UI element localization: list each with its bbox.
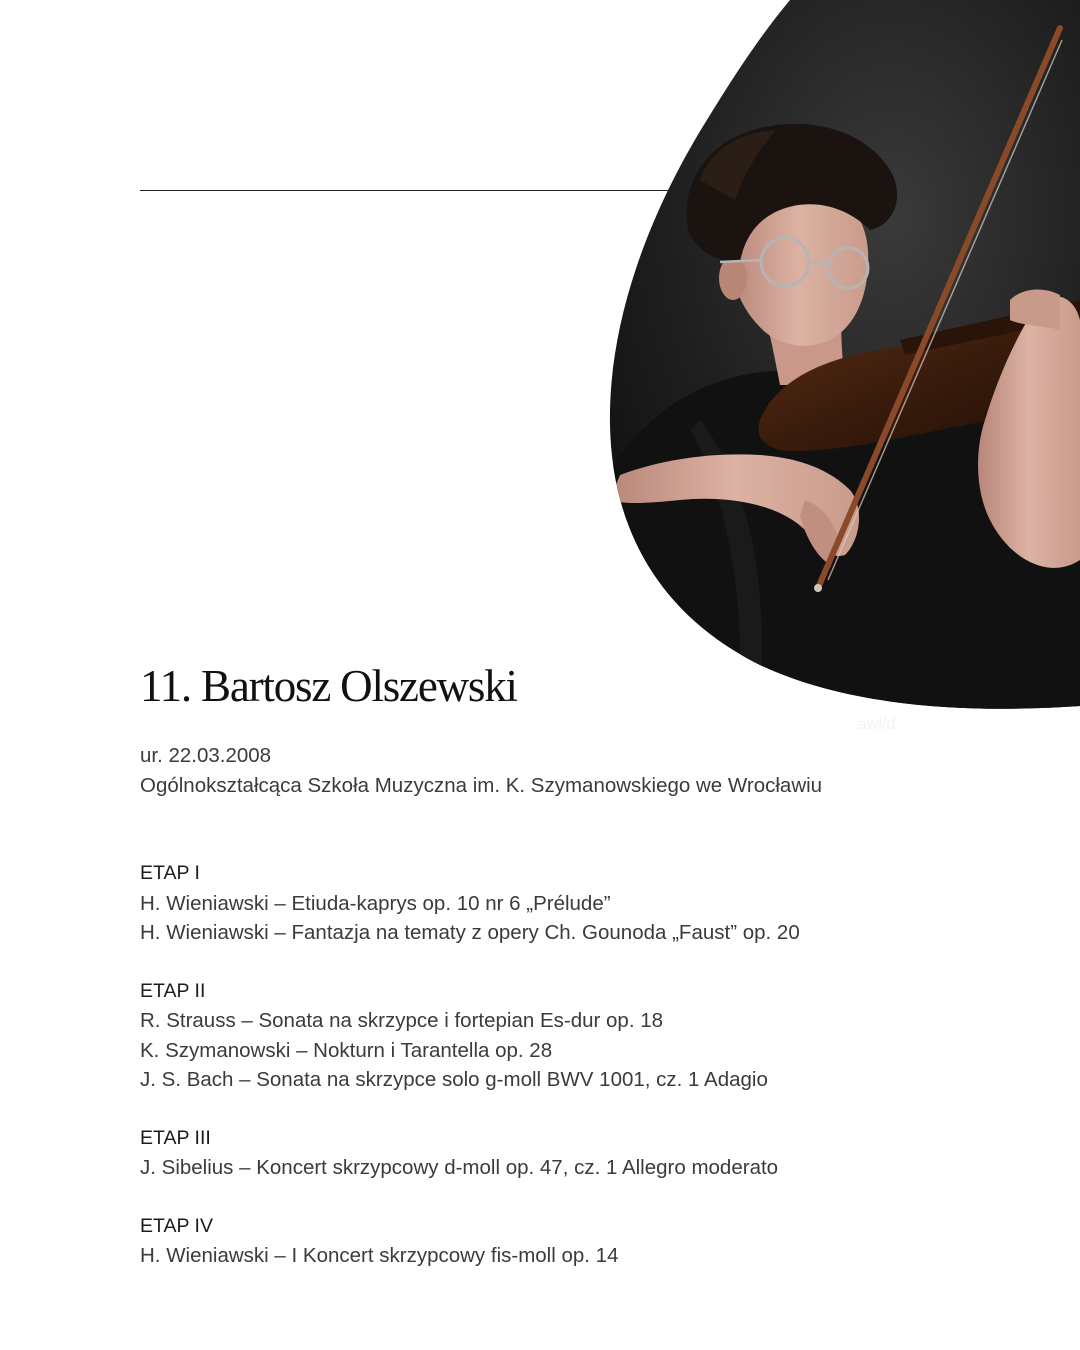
- stage-title: ETAP IV: [140, 1214, 213, 1237]
- piece-item: J. Sibelius – Koncert skrzypcowy d-moll op. 47, cz. 1 Allegro moderato: [140, 1156, 779, 1179]
- stage-2: [140, 977, 1040, 1095]
- stage-1: [140, 859, 1040, 948]
- stage-3: [140, 1124, 1040, 1183]
- school-name: Ogólnokształcąca Szkoła Muzyczna im. K. Szymanowskiego we Wrocławiu: [140, 774, 823, 797]
- piece-item: H. Wieniawski – Etiuda-kaprys op. 10 nr 6 „Prélude”: [140, 891, 611, 915]
- performer-title: 11. Bartosz Olszewski: [140, 661, 517, 711]
- stage-4: [140, 1212, 1040, 1271]
- piece-item: H. Wieniawski – Fantazja na tematy z opery Ch. Gounoda „Faust” op. 20: [140, 921, 800, 944]
- stage-title: ETAP II: [140, 979, 206, 1002]
- stage-title: ETAP I: [140, 862, 200, 884]
- piece-item: J. S. Bach – Sonata na skrzypce solo g-moll BWV 1001, cz. 1 Adagio: [140, 1068, 768, 1091]
- piece-item: H. Wieniawski – I Koncert skrzypcowy fis-moll op. 14: [140, 1244, 619, 1267]
- photo-credit: awi/d: [858, 716, 896, 733]
- repertoire: [140, 859, 1040, 1300]
- birth-date: ur. 22.03.2008: [140, 744, 272, 767]
- stage-title: ETAP III: [140, 1126, 211, 1149]
- piece-item: K. Szymanowski – Nokturn i Tarantella op. 28: [140, 1038, 553, 1062]
- piece-item: R. Strauss – Sonata na skrzypce i fortepian Es-dur op. 18: [140, 1009, 664, 1032]
- performer-meta: [140, 741, 822, 801]
